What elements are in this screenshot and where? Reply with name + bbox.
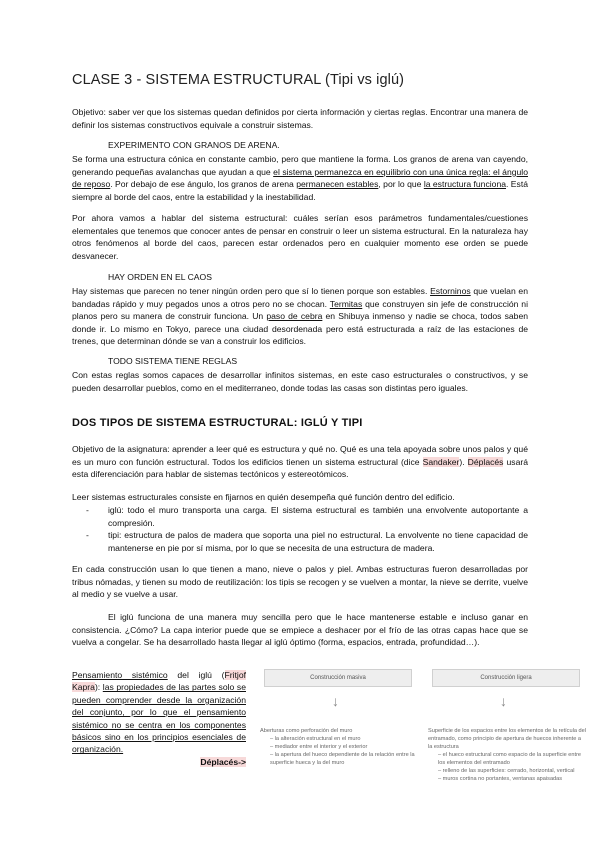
order-underline-starlings: Estorninos [430, 286, 471, 296]
systemic-thinking-note [72, 669, 246, 768]
list-item: – mediador entre el interior y el exterior [270, 743, 420, 751]
experiment-heading: EXPERIMENTO CON GRANOS DE ARENA. [108, 140, 280, 150]
order-underline-termites: Termitas [329, 298, 363, 309]
highlight-deplaces: Déplacés [467, 456, 504, 467]
subject-text-b: ). [459, 456, 468, 467]
subject-paragraph [72, 443, 528, 481]
experiment-text-a: Se forma una estructura cónica en constante cambio, pero que mantiene la forma. Los granos de arena van cayendo, generando pequeñas avalanchas que ayudan a que [72, 154, 528, 177]
experiment-underline-stable: permanecen estables [296, 179, 379, 190]
bullet-dash: - [86, 505, 89, 515]
massive-construction-box: Construcción masiva [264, 669, 412, 687]
structure-bullet-list [86, 504, 528, 554]
experiment-text-d: . Está siempre al borde del caos, entre la estabilidad y la inestabilidad. [72, 179, 528, 202]
note-underline-body: las propiedades de las partes solo se pueden comprender desde la organización del conjunto, por lo que el pensamiento sistémico no se centra en los componentes básicos sino en los principios esenciales de organización. [72, 682, 246, 755]
light-construction-box: Construcción ligera [432, 669, 580, 687]
structural-paragraph: Por ahora vamos a hablar del sistema estructural: cuáles serían esos parámetros fundamentales/cuestiones elementales que tenemos que conocer antes de pensar en construir o leer un sistema estructural. En la naturaleza hay otros fenómenos al borde del caos, parecen estar ordenados pero en cualquier momento ese orden se puede desvanecer. [72, 213, 528, 261]
order-text-a: Hay sistemas que parecen no tener ningún orden pero que sí lo tienen porque son estables. [72, 286, 431, 296]
igloo-paragraph: El iglú funciona de una manera muy sencilla pero que le hace mantenerse estable e incluso ganar en consistencia. ¿Cómo? La capa interior puede que se empiece a deshacer por el frío de las otras capas hace que se vuelva a congelar. Se ha desarrollado hasta llegar al iglú óptimo (forma, espacios, entrada, profundidad…). [72, 612, 528, 648]
experiment-text-c: , por lo que [378, 179, 424, 190]
bullet-tipi: tipi: estructura de palos de madera que soporta una piel no estructural. La envolvente no tiene capacidad de mantenerse en pie por sí misma, por lo que se necesita de una estructura de madera. [108, 530, 528, 553]
deplaces-link-label: Déplacés-> [200, 756, 246, 767]
note-underline-title: Pensamiento sistémico [72, 670, 168, 680]
experiment-underline-works: la estructura funciona [423, 179, 506, 190]
section-heading: DOS TIPOS DE SISTEMA ESTRUCTURAL: IGLÚ Y TIPI [72, 417, 363, 429]
down-arrow-icon: ↓ [332, 693, 339, 709]
order-underline-crossing: paso de cebra [266, 311, 323, 322]
list-item: – muros cortina no portantes, ventanas apaisadas [438, 775, 586, 783]
down-arrow-icon: ↓ [500, 693, 507, 709]
page-title: CLASE 3 - SISTEMA ESTRUCTURAL (Tipi vs iglú) [72, 72, 405, 88]
rules-heading: TODO SISTEMA TIENE REGLAS [108, 356, 238, 366]
massive-notes-title: Aberturas como perforación del muro [260, 728, 353, 734]
light-notes-title: Superficie de los espacios entre los elementos de la retícula del entramado, como principio de apertura de huecos inherente a la estructura [428, 728, 586, 750]
objective-paragraph: Objetivo: saber ver que los sistemas quedan definidos por cierta información y ciertas reglas. Encontrar una manera de definir los sistemas constructivos equivale a construir sistemas. [72, 107, 528, 130]
order-text-d: en Shibuya inmenso y nadie se choca, todos saben donde ir. Lo mismo en Tokyo, parece una ciudad desordenada pero está estructurada a raíz de las estaciones de trenes, que determinan dónde se van a construir los edificios. [72, 311, 529, 347]
order-text-c: que construyen sin jefe de construcción ni planos pero su manera de construir funciona. Un [72, 298, 528, 322]
list-item: – la alteración estructural en el muro [270, 735, 420, 743]
experiment-paragraph [72, 153, 528, 203]
construction-figure [254, 665, 588, 815]
order-paragraph [72, 285, 528, 348]
bullet-dash: - [86, 530, 89, 541]
light-construction-notes [428, 727, 586, 783]
bullet-igloo: iglú: todo el muro transporta una carga. El sistema estructural es también una envolvente autoportante a compresión. [108, 505, 528, 528]
subject-text-a: Objetivo de la asignatura: aprender a leer qué es estructura y qué no. Qué es una tela apoyada sobre unos palos y qué es un muro con función estructural. Todos los edificios tienen un sistema estructural (dice [72, 444, 528, 467]
order-text-b: que vuelan en bandadas rápido y muy pegados unos a otros pero no se chocan. [72, 286, 528, 309]
experiment-underline-equilibrium: el sistema permanezca en equilibrio con una única regla: el ángulo de reposo [72, 166, 528, 190]
highlight-kapra: Fritjof Kapra [72, 670, 246, 693]
deplaces-link[interactable] [72, 756, 246, 768]
rules-paragraph: Con estas reglas somos capaces de desarrollar infinitos sistemas, en este caso estructurales o constructivos, y se pueden desarrollar pueblos, como en el mediterraneo, donde todas las casas son distintas pero iguales. [72, 370, 528, 393]
experiment-text-b: . Por debajo de ese ángulo, los granos de arena [110, 179, 297, 190]
note-text-a: del iglú ( [167, 670, 225, 680]
reading-paragraph: Leer sistemas estructurales consiste en fijarnos en quién desempeña qué función dentro del edificio. [72, 492, 455, 502]
list-item: – la apertura del hueco dependiente de la relación entre la superficie hueca y la del muro [270, 751, 420, 767]
list-item: – relleno de las superficies: cerrado, horizontal, vertical [438, 767, 586, 775]
order-heading: HAY ORDEN EN EL CAOS [108, 272, 212, 282]
note-text-b: ): [94, 682, 103, 693]
subject-text-c: usará esta diferenciación para hablar de sistemas tectónicos y estereotómicos. [72, 456, 528, 480]
construction-paragraph: En cada construcción usan lo que tienen a mano, nieve o palos y piel. Ambas estructuras fueron desarrolladas por tribus nómadas, y tienen su modo de reutilización: los tipis se recogen y se vuelven a montar, la nieve se derrite, vuelve al medio y se vuelve a usar. [72, 564, 528, 600]
highlight-sandaker: Sandaker [422, 456, 460, 467]
list-item [86, 504, 528, 529]
list-item: – el hueco estructural como espacio de la superficie entre los elementos del entramado [438, 751, 586, 767]
massive-construction-notes [260, 727, 420, 767]
list-item [86, 529, 528, 554]
